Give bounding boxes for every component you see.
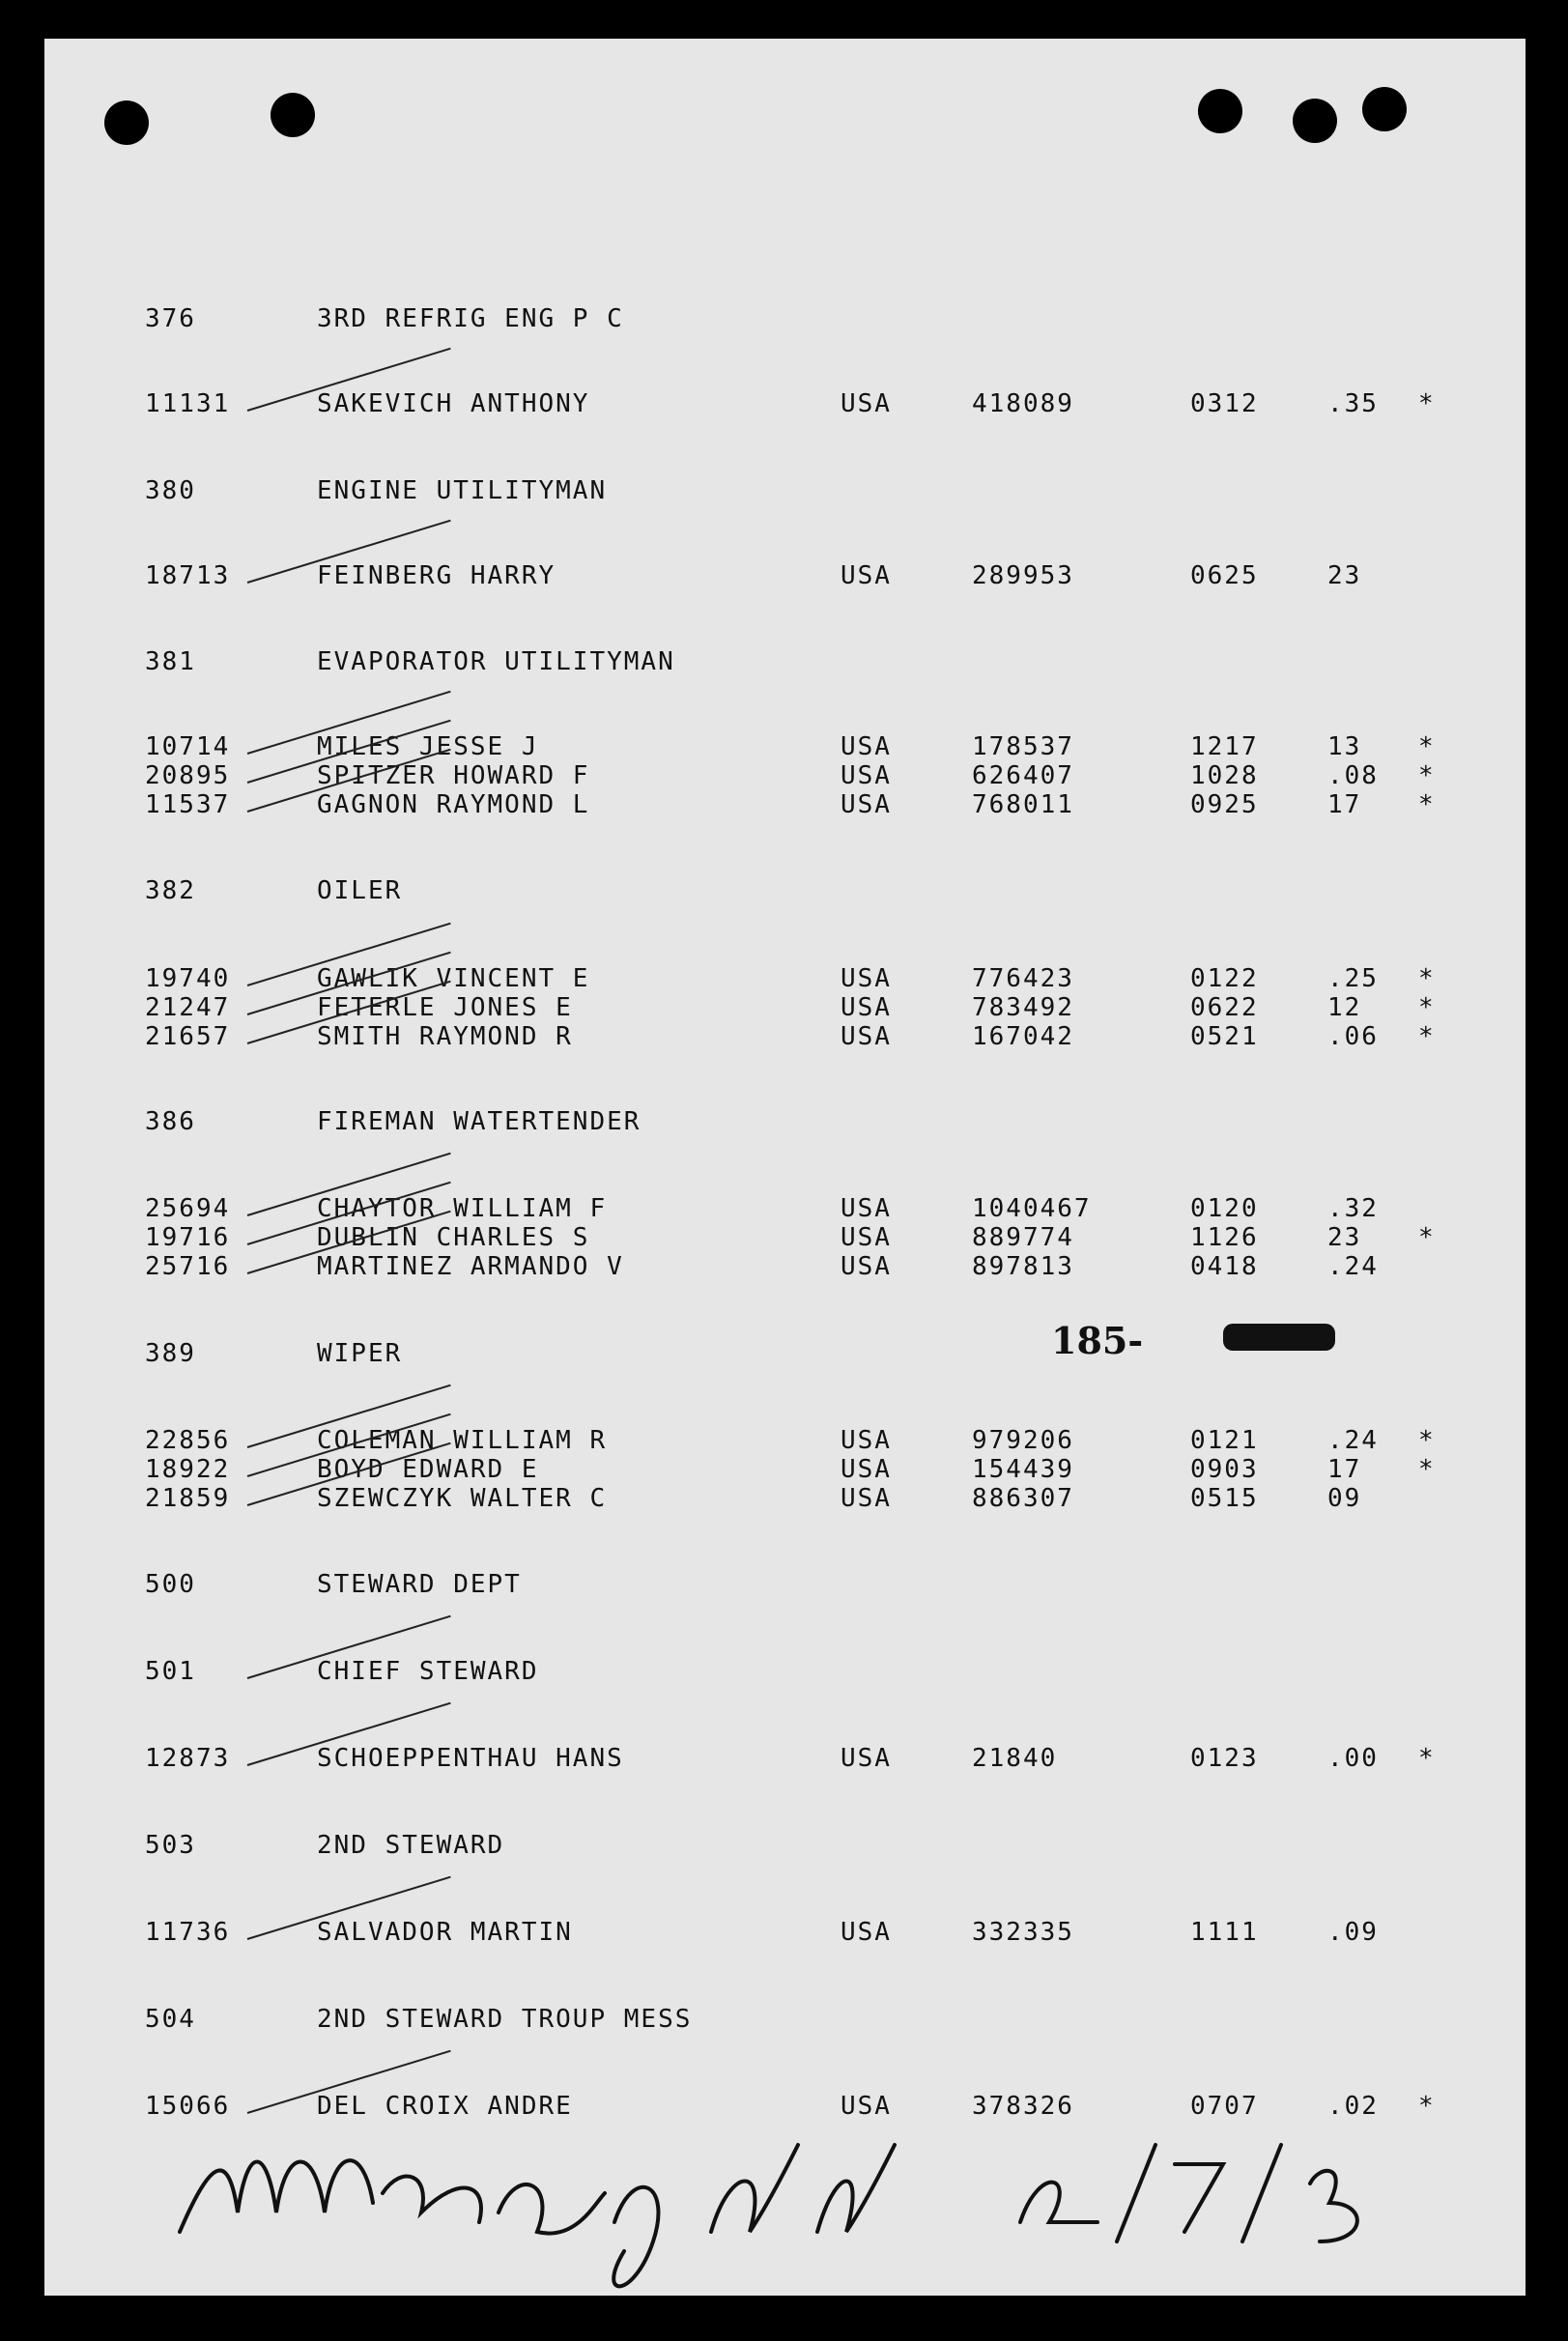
row-amt: 23 bbox=[1327, 1223, 1362, 1252]
row-cit: USA bbox=[841, 1744, 892, 1773]
heading-title: FIREMAN WATERTENDER bbox=[317, 1107, 641, 1136]
row-date: 1028 bbox=[1190, 761, 1259, 790]
heading-title: OILER bbox=[317, 876, 403, 905]
row-star: * bbox=[1418, 1455, 1436, 1484]
row-cit: USA bbox=[841, 964, 892, 993]
row-no: 25716 bbox=[145, 1252, 231, 1281]
row-num: 178537 bbox=[972, 732, 1074, 761]
row-star: * bbox=[1418, 1223, 1436, 1252]
row-star: * bbox=[1418, 790, 1436, 819]
row-no: 18713 bbox=[145, 561, 231, 590]
row-amt: .02 bbox=[1327, 2092, 1379, 2121]
row-no: 19740 bbox=[145, 964, 231, 993]
heading-title: 2ND STEWARD bbox=[317, 1831, 505, 1860]
row-star: * bbox=[1418, 1744, 1436, 1773]
row-star: * bbox=[1418, 1022, 1436, 1051]
punch-hole bbox=[1293, 99, 1337, 143]
row-cit: USA bbox=[841, 1194, 892, 1223]
page-number-stamp: 185- bbox=[1051, 1319, 1144, 1362]
heading-title: 2ND STEWARD TROUP MESS bbox=[317, 2005, 693, 2034]
row-amt: .35 bbox=[1327, 389, 1379, 418]
row-no: 11131 bbox=[145, 389, 231, 418]
row-date: 0622 bbox=[1190, 993, 1259, 1022]
row-no: 15066 bbox=[145, 2092, 231, 2121]
row-no: 21859 bbox=[145, 1484, 231, 1513]
crew-row bbox=[44, 785, 1525, 824]
row-name: SPITZER HOWARD F bbox=[317, 761, 590, 790]
heading-title: WIPER bbox=[317, 1339, 403, 1368]
section-heading bbox=[44, 471, 1525, 510]
row-date: 0903 bbox=[1190, 1455, 1259, 1484]
row-amt: .32 bbox=[1327, 1194, 1379, 1223]
row-date: 0521 bbox=[1190, 1022, 1259, 1051]
row-num: 768011 bbox=[972, 790, 1074, 819]
row-amt: .24 bbox=[1327, 1426, 1379, 1455]
row-no: 11736 bbox=[145, 1918, 231, 1947]
row-num: 21840 bbox=[972, 1744, 1058, 1773]
row-no: 12873 bbox=[145, 1744, 231, 1773]
heading-code: 389 bbox=[145, 1339, 196, 1368]
row-name: BOYD EDWARD E bbox=[317, 1455, 539, 1484]
heading-code: 500 bbox=[145, 1570, 196, 1599]
row-no: 19716 bbox=[145, 1223, 231, 1252]
row-name: DUBLIN CHARLES S bbox=[317, 1223, 590, 1252]
row-date: 0123 bbox=[1190, 1744, 1259, 1773]
row-cit: USA bbox=[841, 1455, 892, 1484]
heading-title: 3RD REFRIG ENG P C bbox=[317, 304, 624, 333]
heading-title: ENGINE UTILITYMAN bbox=[317, 476, 608, 505]
heading-title: CHIEF STEWARD bbox=[317, 1657, 539, 1686]
row-name: SCHOEPPENTHAU HANS bbox=[317, 1744, 624, 1773]
row-amt: .00 bbox=[1327, 1744, 1379, 1773]
heading-code: 382 bbox=[145, 876, 196, 905]
row-no: 10714 bbox=[145, 732, 231, 761]
section-heading bbox=[44, 1102, 1525, 1141]
row-amt: 09 bbox=[1327, 1484, 1362, 1513]
crew-row bbox=[44, 1017, 1525, 1056]
row-date: 0625 bbox=[1190, 561, 1259, 590]
row-amt: 13 bbox=[1327, 732, 1362, 761]
row-cit: USA bbox=[841, 1918, 892, 1947]
heading-code: 381 bbox=[145, 647, 196, 676]
row-name: DEL CROIX ANDRE bbox=[317, 2092, 573, 2121]
row-date: 1126 bbox=[1190, 1223, 1259, 1252]
heading-code: 501 bbox=[145, 1657, 196, 1686]
row-date: 0707 bbox=[1190, 2092, 1259, 2121]
row-cit: USA bbox=[841, 993, 892, 1022]
row-amt: .08 bbox=[1327, 761, 1379, 790]
row-date: 0515 bbox=[1190, 1484, 1259, 1513]
row-name: MILES JESSE J bbox=[317, 732, 539, 761]
row-star: * bbox=[1418, 993, 1436, 1022]
row-num: 418089 bbox=[972, 389, 1074, 418]
section-heading bbox=[44, 1652, 1525, 1691]
row-num: 776423 bbox=[972, 964, 1074, 993]
row-cit: USA bbox=[841, 1484, 892, 1513]
row-num: 332335 bbox=[972, 1918, 1074, 1947]
heading-code: 380 bbox=[145, 476, 196, 505]
row-num: 783492 bbox=[972, 993, 1074, 1022]
row-num: 167042 bbox=[972, 1022, 1074, 1051]
heading-code: 503 bbox=[145, 1831, 196, 1860]
row-date: 0312 bbox=[1190, 389, 1259, 418]
row-amt: .09 bbox=[1327, 1918, 1379, 1947]
section-heading bbox=[44, 871, 1525, 910]
row-num: 154439 bbox=[972, 1455, 1074, 1484]
row-name: GAWLIK VINCENT E bbox=[317, 964, 590, 993]
row-cit: USA bbox=[841, 732, 892, 761]
row-cit: USA bbox=[841, 389, 892, 418]
row-cit: USA bbox=[841, 2092, 892, 2121]
punch-hole bbox=[104, 100, 149, 145]
row-name: CHAYTOR WILLIAM F bbox=[317, 1194, 608, 1223]
heading-code: 386 bbox=[145, 1107, 196, 1136]
row-star: * bbox=[1418, 964, 1436, 993]
row-num: 886307 bbox=[972, 1484, 1074, 1513]
row-name: FETERLE JONES E bbox=[317, 993, 573, 1022]
document-page bbox=[44, 39, 1525, 2296]
row-name: SMITH RAYMOND R bbox=[317, 1022, 573, 1051]
crew-row bbox=[44, 1247, 1525, 1286]
row-amt: 23 bbox=[1327, 561, 1362, 590]
crew-row bbox=[44, 1913, 1525, 1952]
row-amt: 17 bbox=[1327, 1455, 1362, 1484]
row-cit: USA bbox=[841, 1252, 892, 1281]
row-cit: USA bbox=[841, 1426, 892, 1455]
row-star: * bbox=[1418, 389, 1436, 418]
punch-hole bbox=[271, 93, 315, 137]
row-amt: .06 bbox=[1327, 1022, 1379, 1051]
section-heading bbox=[44, 2000, 1525, 2039]
crew-row bbox=[44, 385, 1525, 423]
row-name: GAGNON RAYMOND L bbox=[317, 790, 590, 819]
section-heading bbox=[44, 1826, 1525, 1865]
heading-title: STEWARD DEPT bbox=[317, 1570, 522, 1599]
row-date: 0925 bbox=[1190, 790, 1259, 819]
punch-hole bbox=[1198, 89, 1242, 133]
row-no: 22856 bbox=[145, 1426, 231, 1455]
heading-code: 504 bbox=[145, 2005, 196, 2034]
crew-row bbox=[44, 1479, 1525, 1518]
row-no: 21657 bbox=[145, 1022, 231, 1051]
row-amt: .25 bbox=[1327, 964, 1379, 993]
row-cit: USA bbox=[841, 790, 892, 819]
row-amt: 17 bbox=[1327, 790, 1362, 819]
row-name: SAKEVICH ANTHONY bbox=[317, 389, 590, 418]
heading-code: 376 bbox=[145, 304, 196, 333]
row-num: 1040467 bbox=[972, 1194, 1092, 1223]
row-name: COLEMAN WILLIAM R bbox=[317, 1426, 608, 1455]
section-heading bbox=[44, 1565, 1525, 1604]
crew-row bbox=[44, 1739, 1525, 1778]
section-heading bbox=[44, 642, 1525, 681]
row-num: 979206 bbox=[972, 1426, 1074, 1455]
row-star: * bbox=[1418, 1426, 1436, 1455]
row-date: 0121 bbox=[1190, 1426, 1259, 1455]
row-no: 11537 bbox=[145, 790, 231, 819]
row-date: 1217 bbox=[1190, 732, 1259, 761]
row-star: * bbox=[1418, 732, 1436, 761]
row-no: 18922 bbox=[145, 1455, 231, 1484]
row-date: 0122 bbox=[1190, 964, 1259, 993]
row-cit: USA bbox=[841, 561, 892, 590]
row-star: * bbox=[1418, 761, 1436, 790]
row-num: 889774 bbox=[972, 1223, 1074, 1252]
row-no: 25694 bbox=[145, 1194, 231, 1223]
row-amt: .24 bbox=[1327, 1252, 1379, 1281]
row-date: 0120 bbox=[1190, 1194, 1259, 1223]
row-date: 0418 bbox=[1190, 1252, 1259, 1281]
ink-blot bbox=[1223, 1324, 1335, 1351]
row-num: 897813 bbox=[972, 1252, 1074, 1281]
row-num: 378326 bbox=[972, 2092, 1074, 2121]
row-amt: 12 bbox=[1327, 993, 1362, 1022]
row-date: 1111 bbox=[1190, 1918, 1259, 1947]
punch-hole bbox=[1362, 87, 1407, 131]
row-cit: USA bbox=[841, 1022, 892, 1051]
row-num: 289953 bbox=[972, 561, 1074, 590]
crew-row bbox=[44, 557, 1525, 595]
row-name: SZEWCZYK WALTER C bbox=[317, 1484, 608, 1513]
row-name: SALVADOR MARTIN bbox=[317, 1918, 573, 1947]
row-num: 626407 bbox=[972, 761, 1074, 790]
row-no: 20895 bbox=[145, 761, 231, 790]
row-star: * bbox=[1418, 2092, 1436, 2121]
row-name: MARTINEZ ARMANDO V bbox=[317, 1252, 624, 1281]
row-cit: USA bbox=[841, 1223, 892, 1252]
heading-title: EVAPORATOR UTILITYMAN bbox=[317, 647, 675, 676]
handwritten-signature bbox=[170, 2106, 1426, 2309]
row-name: FEINBERG HARRY bbox=[317, 561, 556, 590]
row-cit: USA bbox=[841, 761, 892, 790]
row-no: 21247 bbox=[145, 993, 231, 1022]
section-heading bbox=[44, 300, 1525, 338]
